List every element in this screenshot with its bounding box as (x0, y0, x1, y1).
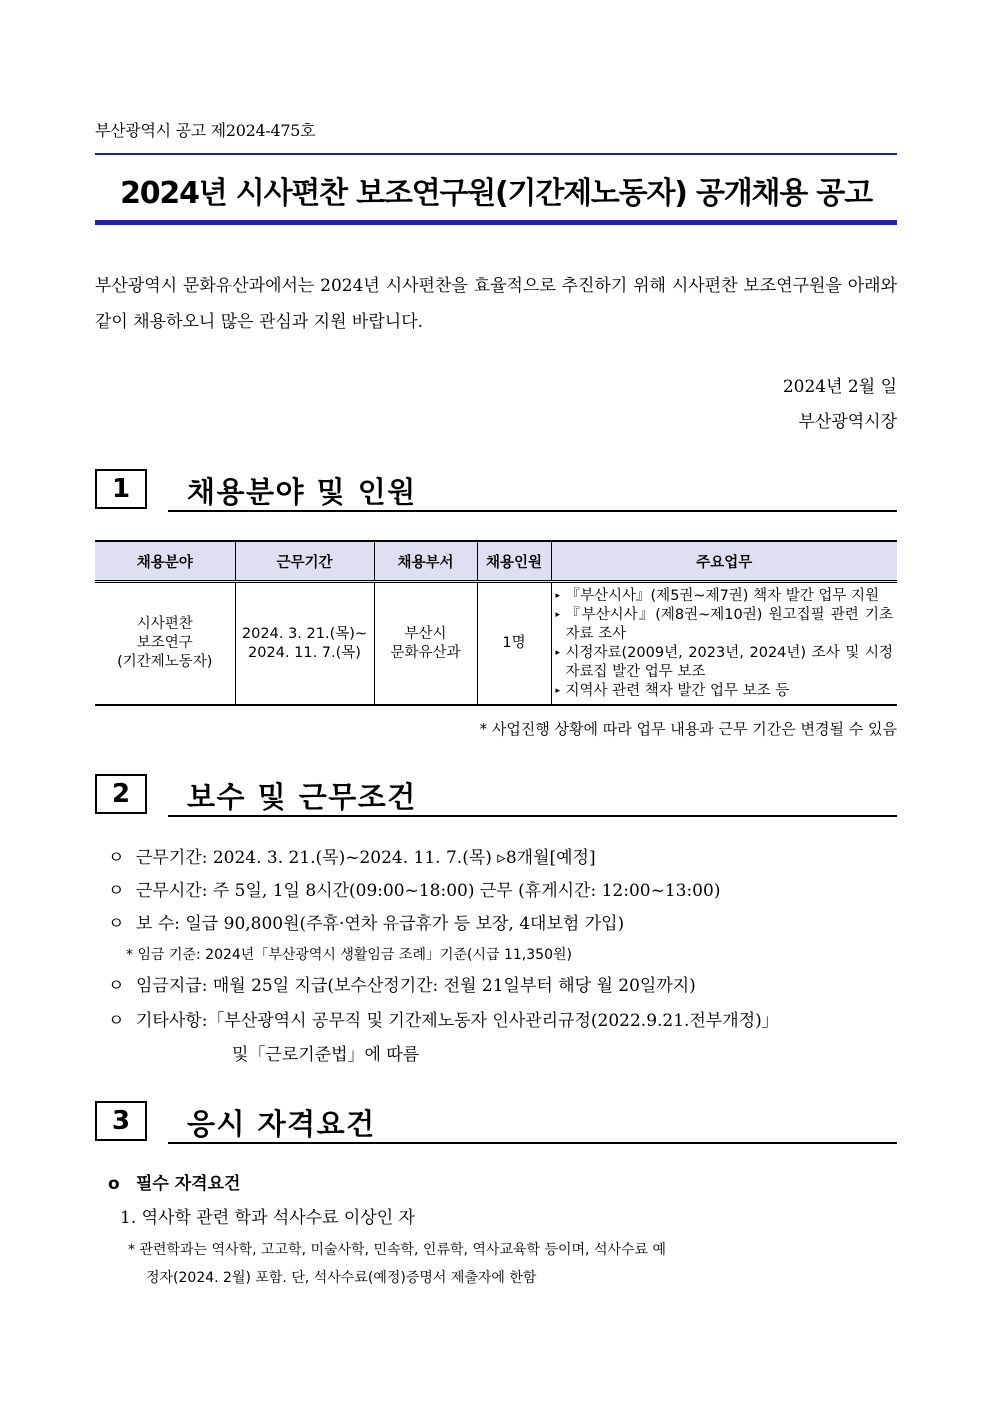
condition-item: ㅇ 보 수: 일급 90,800원(주휴·연차 유급휴가 등 보장, 4대보험 가입) (108, 909, 624, 934)
section-2-number: 2 (95, 774, 147, 814)
condition-continuation: 및「근로기준법」에 따름 (232, 1045, 420, 1065)
notice-number: 부산광역시 공고 제2024-475호 (95, 121, 316, 140)
cell-count: 1명 (477, 582, 551, 706)
qualification-note: * 관련학과는 역사학, 고고학, 미술사학, 민속학, 인류학, 역사교육학 등이며, 석사수료 예 (128, 1242, 667, 1258)
section-2-title: 보수 및 근무조건 (187, 780, 417, 814)
header-field: 채용분야 (95, 541, 235, 582)
qualification-heading: o 필수 자격요건 (108, 1174, 241, 1194)
section-3-number: 3 (95, 1101, 147, 1141)
title-top-rule (95, 153, 897, 155)
signer: 부산광역시장 (798, 412, 897, 432)
duty-item: ▸ 『부산시사』(제8권~제10권) 원고집필 관련 기초자료 조사 (555, 606, 893, 642)
wage-note: * 임금 기준: 2024년「부산광역시 생활임금 조례」기준(시급 11,350원) (126, 947, 572, 963)
period-line: 2024. 3. 21.(목)~ (241, 625, 368, 642)
header-count: 채용인원 (477, 541, 551, 582)
circle-bullet-icon: ㅇ (108, 1011, 125, 1031)
table-header-row (95, 541, 897, 582)
bullet-icon: ▸ (555, 647, 561, 658)
qualification-item: 1. 역사학 관련 학과 석사수료 이상인 자 (120, 1208, 415, 1228)
field-line: 시사편찬 (136, 616, 193, 632)
header-dept: 채용부서 (374, 541, 477, 582)
bullet-icon: ▸ (555, 590, 561, 601)
field-line: 보조연구 (136, 635, 193, 651)
cell-duties (551, 582, 897, 706)
section-1-title: 채용분야 및 인원 (187, 475, 417, 509)
section-1-number: 1 (95, 469, 147, 509)
announcement-date: 2024년 2월 일 (782, 377, 897, 397)
page-title: 2024년 시사편찬 보조연구원(기간제노동자) 공개채용 공고 (120, 176, 872, 211)
title-bottom-rule (95, 220, 897, 225)
circle-bullet-icon: ㅇ (108, 848, 125, 868)
condition-item: ㅇ 근무기간: 2024. 3. 21.(목)~2024. 11. 7.(목) ▹8개월[예정] (108, 843, 596, 868)
header-duties: 주요업무 (551, 541, 897, 582)
cell-dept (374, 582, 477, 706)
period-line: 2024. 11. 7.(목) (248, 644, 361, 661)
header-period: 근무기간 (235, 541, 374, 582)
qualification-note: 정자(2024. 2월) 포함. 단, 석사수료(예정)증명서 제출자에 한함 (146, 1270, 537, 1286)
table-note: * 사업진행 상황에 따라 업무 내용과 근무 기간은 변경될 수 있음 (479, 720, 897, 738)
duty-item: ▸ 시정자료(2009년, 2023년, 2024년) 조사 및 시정자료집 발간 업무 보조 (555, 644, 893, 680)
hiring-table (95, 540, 897, 706)
section-2-rule (168, 815, 897, 817)
duty-item: ▸ 지역사 관련 책자 발간 업무 보조 등 (555, 682, 790, 699)
field-line: (기간제노동자) (117, 654, 213, 670)
section-3-rule (168, 1142, 897, 1144)
cell-period (235, 582, 374, 706)
circle-bullet-icon: ㅇ (108, 881, 125, 901)
section-3-title: 응시 자격요건 (187, 1107, 376, 1141)
section-1-rule (168, 510, 897, 512)
condition-item: ㅇ 임금지급: 매월 25일 지급(보수산정기간: 전월 21일부터 해당 월 20일까지) (108, 971, 696, 996)
dept-line: 문화유산과 (390, 644, 461, 661)
condition-item: ㅇ 근무시간: 주 5일, 1일 8시간(09:00~18:00) 근무 (휴게시간: 12:00~13:00) (108, 876, 720, 901)
dept-line: 부산시 (404, 625, 447, 642)
duty-item: ▸ 『부산시사』(제5권~제7권) 책자 발간 업무 지원 (555, 587, 879, 604)
cell-field (95, 582, 235, 706)
bullet-icon: ▸ (555, 609, 561, 620)
circle-bullet-icon: ㅇ (108, 976, 125, 996)
table-row (95, 582, 897, 706)
condition-item: ㅇ 기타사항:「부산광역시 공무직 및 기간제노동자 인사관리규정(2022.9.21.전부개정)」 (108, 1006, 779, 1031)
circle-bullet-icon: ㅇ (108, 914, 125, 934)
circle-bullet-icon: o (108, 1174, 120, 1194)
intro-paragraph: 부산광역시 문화유산과에서는 2024년 시사편찬을 효율적으로 추진하기 위해 시사편찬 보조연구원을 아래와 같이 채용하오니 많은 관심과 지원 바랍니다. (95, 276, 897, 332)
bullet-icon: ▸ (555, 685, 561, 696)
